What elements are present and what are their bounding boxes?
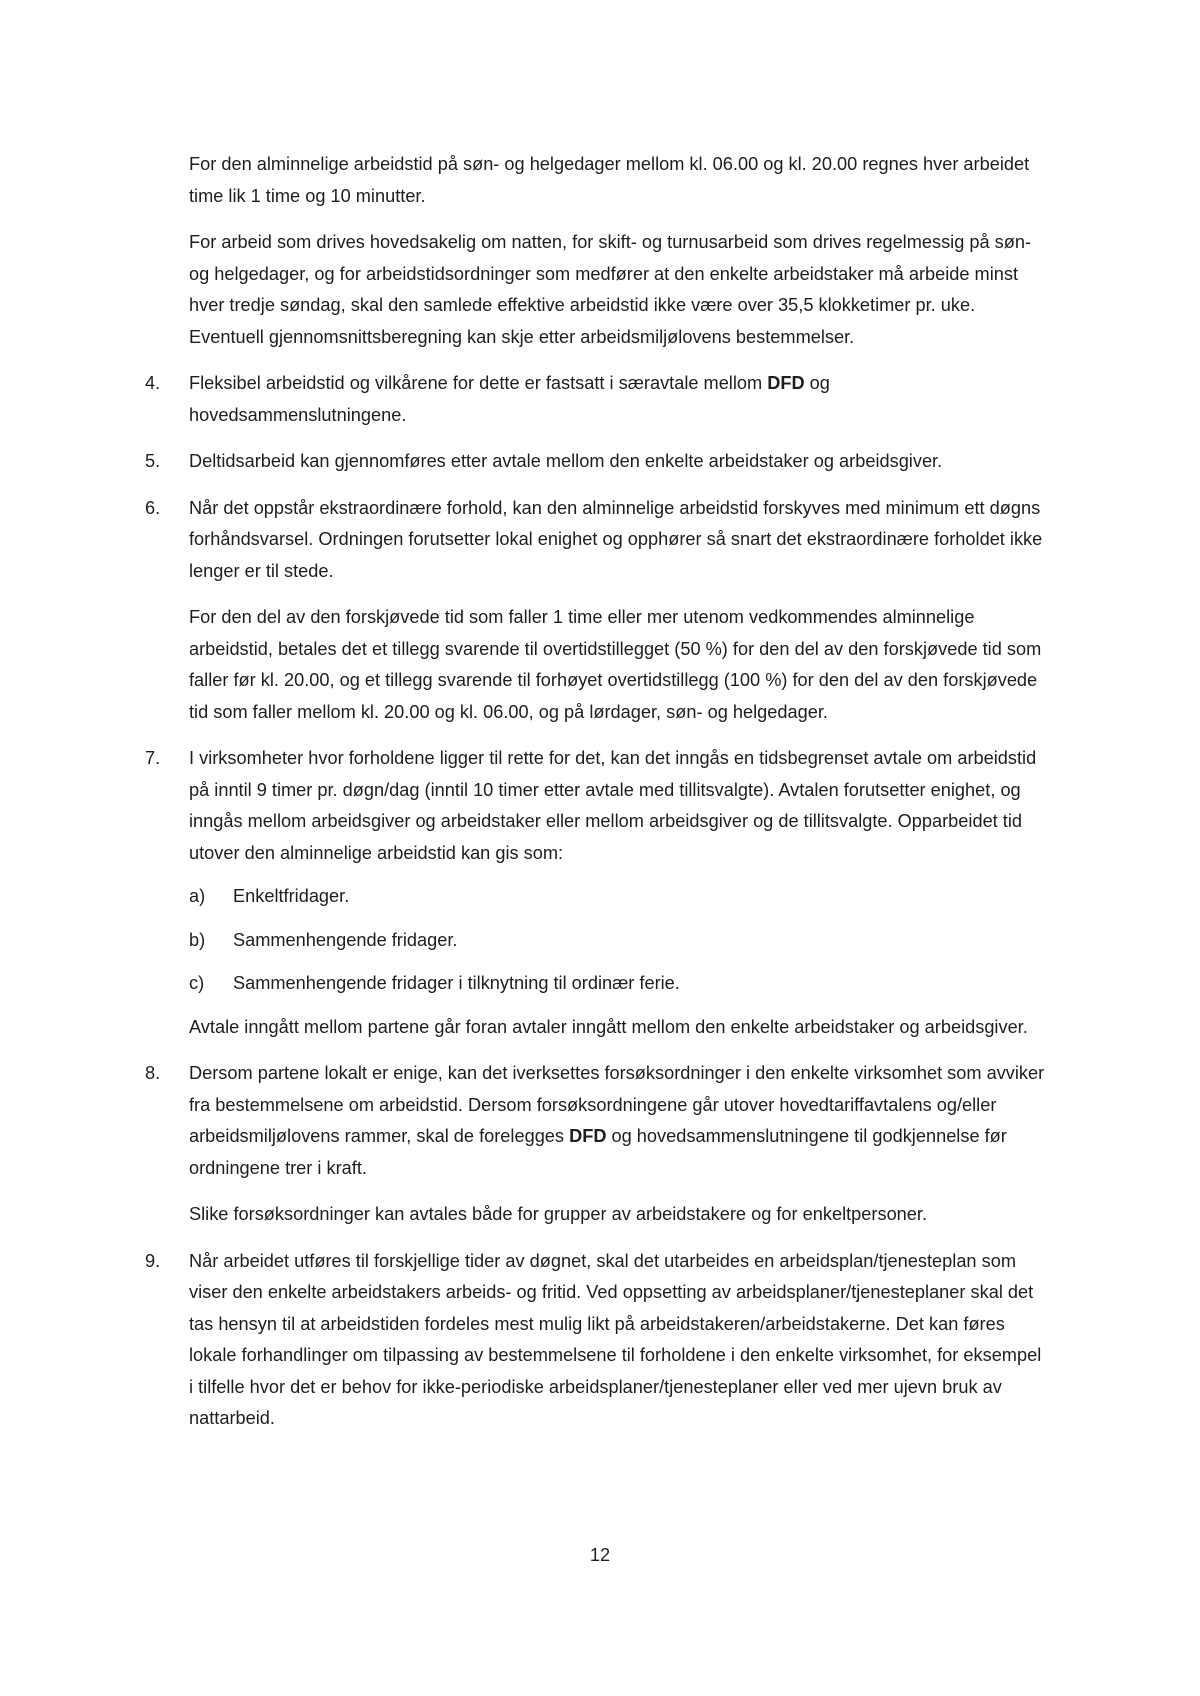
sub-item-a [145,881,1050,913]
sub-item-b [145,925,1050,957]
item-number: 6. [145,497,161,518]
list-item-7 [145,743,1050,869]
sub-item-text: Sammenhengende fridager. [233,929,458,950]
list-item-8 [145,1058,1050,1231]
item-text: Deltidsarbeid kan gjennomføres etter avtale mellom den enkelte arbeidstaker og arbeidsgiver. [189,451,943,471]
item-number: 7. [145,748,161,768]
intro-paragraph-2: For arbeid som drives hovedsakelig om natten, for skift- og turnusarbeid som drives regelmessig på søn- og helgedager, og for arbeidstidsordninger som medfører at den enkelte arbeidstaker må arbeide minst hver tredje søndag, skal den samlede effektive arbeidstid ikke være over 35,5 klokketimer pr. uke. Eventuell gjennomsnittsberegning kan skje etter arbeidsmiljølovens bestemmelser. [189,232,1032,347]
item-follow-paragraph: For den del av den forskjøvede tid som faller 1 time eller mer utenom vedkommendes alminnelige arbeidstid, betales det et tillegg svarende til overtidstillegget (50 %) for den del av den forskjøvede tid som faller før kl. 20.00, og et tillegg svarende til forhøyet overtidstillegg (100 %) for den del av den forskjøvede tid som faller mellom kl. 20.00 og kl. 06.00, og på lørdager, søn- og helgedager. [189,607,1042,722]
item-number: 5. [145,451,161,471]
item-text: Fleksibel arbeidstid og vilkårene for dette er fastsatt i særavtale mellom DFD og hovedsammenslutningene. [189,373,830,425]
sub-item-letter: c) [189,973,205,993]
sub-item-text: Sammenhengende fridager i tilknytning til ordinær ferie. [233,973,680,993]
item-text: I virksomheter hvor forholdene ligger til rette for det, kan det inngås en tidsbegrenset avtale om arbeidstid på inntil 9 timer pr. døgn/dag (inntil 10 timer etter avtale med tillitsvalgte). Avtalen forutsetter enighet, og inngås mellom arbeidsgiver og arbeidstaker eller mellom arbeidsgiver og de tillitsvalgte. Opparbeidet tid utover den alminnelige arbeidstid kan gis som: [189,748,1037,863]
item-number: 4. [145,373,161,393]
list-item-5 [145,446,1050,478]
item-text: Dersom partene lokalt er enige, kan det iverksettes forsøksordninger i den enkelte virksomhet som avviker fra bestemmelsene om arbeidstid. Dersom forsøksordningene går utover hovedtariffavtalens og/eller arbeidsmiljølovens rammer, skal de forelegges DFD og hovedsammenslutningene til godkjennelse før ordningene trer i kraft. [189,1063,1045,1178]
item-text: Når arbeidet utføres til forskjellige tider av døgnet, skal det utarbeides en arbeidsplan/tjenesteplan som viser den enkelte arbeidstakers arbeids- og fritid. Ved oppsetting av arbeidsplaner/tjenesteplaner skal det tas hensyn til at arbeidstiden fordeles mest mulig likt på arbeidstakeren/arbeidstakerne. Det kan føres lokale forhandlinger om tilpassing av bestemmelsene til forholdene i den enkelte virksomhet, for eksempel i tilfelle hvor det er behov for ikke-periodiske arbeidsplaner/tjenesteplaner eller ved mer ujevn bruk av nattarbeid. [189,1250,1042,1428]
page-number: 12 [589,1545,611,1565]
list-item-4 [145,368,1050,431]
bold-abbreviation: DFD [767,373,805,393]
item-number: 8. [145,1063,161,1083]
intro-paragraph-1: For den alminnelige arbeidstid på søn- og helgedager mellom kl. 06.00 og kl. 20.00 regnes hver arbeidet time lik 1 time og 10 minutter. [189,154,1030,206]
item-text: Når det oppstår ekstraordinære forhold, kan den alminnelige arbeidstid forskyves med minimum ett døgns forhåndsvarsel. Ordningen forutsetter lokal enighet og opphører så snart det ekstraordinære forholdet ikke lenger er til stede. [189,497,1043,581]
document-body [145,149,1050,1435]
item-7-follow-paragraph: Avtale inngått mellom partene går foran avtaler inngått mellom den enkelte arbeidstaker og arbeidsgiver. [189,1016,1028,1037]
sub-item-c [145,968,1050,1000]
item-number: 9. [145,1250,161,1271]
bold-abbreviation: DFD [569,1126,607,1146]
sub-item-letter: b) [189,929,206,950]
sub-item-text: Enkeltfridager. [233,886,350,906]
sub-item-letter: a) [189,886,206,906]
item-follow-paragraph: Slike forsøksordninger kan avtales både for grupper av arbeidstakere og for enkeltpersoner. [189,1204,928,1224]
list-item-6 [145,493,1050,729]
list-item-9 [145,1246,1050,1435]
